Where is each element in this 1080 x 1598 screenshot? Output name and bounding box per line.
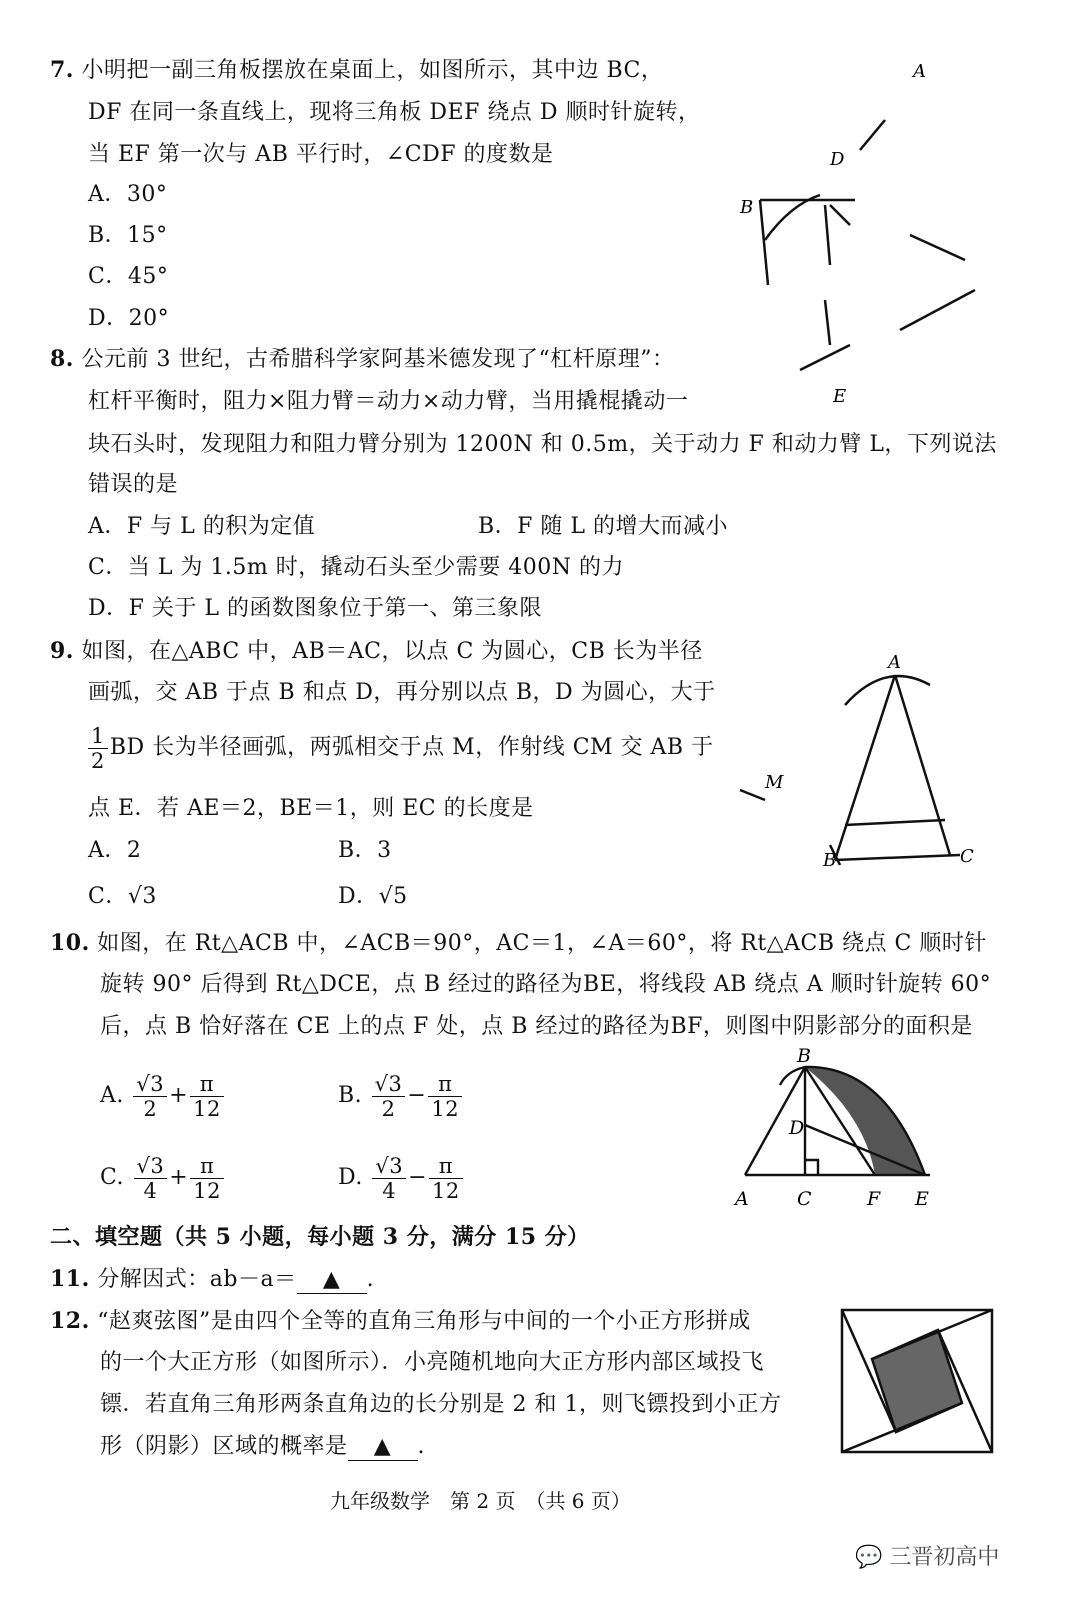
q8-line4: 错误的是 — [88, 472, 179, 497]
section-2-heading: 二、填空题（共 5 小题，每小题 3 分，满分 15 分） — [50, 1224, 590, 1250]
q10-opt-d-pd: 12 — [432, 1178, 460, 1203]
q10-opt-d-op: − — [408, 1165, 428, 1190]
q7-option-b: B．15° — [88, 223, 168, 248]
q10-opt-b-letter: B. — [338, 1083, 363, 1108]
q12-line2: 的一个大正方形（如图所示）．小亮随机地向大正方形内部区域投飞 — [100, 1350, 765, 1375]
watermark — [855, 1540, 999, 1571]
q10-opt-a-frac2 — [190, 1072, 224, 1121]
q11-line — [50, 1264, 374, 1295]
q9-option-d: D．√5 — [338, 884, 408, 909]
q8-number: 8. — [50, 346, 74, 372]
q9-line4: 点 E．若 AE＝2，BE＝1，则 EC 的长度是 — [88, 796, 534, 821]
q11-text: 分解因式：ab－a＝ — [97, 1267, 297, 1292]
q10-opt-b-frac2 — [428, 1072, 462, 1121]
q9-option-b: B．3 — [338, 838, 392, 863]
q10-opt-d-frac1 — [372, 1154, 406, 1203]
q10-opt-d-pn: π — [429, 1154, 463, 1179]
q10-opt-a-letter: A. — [100, 1083, 124, 1108]
q10-opt-d-den: 4 — [382, 1178, 397, 1203]
q10-opt-c-letter: C. — [100, 1165, 125, 1190]
q10-line1 — [50, 928, 987, 959]
q10-number: 10. — [50, 930, 90, 956]
q8-line2: 杠杆平衡时，阻力×阻力臂＝动力×动力臂，当用撬棍撬动一 — [88, 389, 689, 414]
q9-line3 — [86, 722, 714, 774]
q10-opt-c-den: 4 — [143, 1178, 158, 1203]
q12-text1: “赵爽弦图”是由四个全等的直角三角形与中间的一个小正方形拼成 — [97, 1309, 751, 1334]
q7-line1 — [50, 55, 663, 86]
q8-option-d: D．F 关于 L 的函数图象位于第一、第三象限 — [88, 596, 542, 621]
q9-fig-label-c: C — [960, 846, 974, 867]
q9-number: 9. — [50, 638, 74, 664]
q10-fig-label-e: E — [915, 1188, 929, 1210]
q9-frac-num: 1 — [88, 724, 108, 749]
q12-text4: 形（阴影）区域的概率是 — [100, 1434, 348, 1459]
q8-text1: 公元前 3 世纪，古希腊科学家阿基米德发现了“杠杆原理”： — [81, 347, 675, 372]
q9-fig-label-b: B — [823, 850, 837, 871]
q10-opt-a-pn: π — [190, 1072, 224, 1097]
q10-opt-a-den: 2 — [143, 1096, 158, 1121]
q9-line2: 画弧，交 AB 于点 B 和点 D，再分别以点 B，D 为圆心，大于 — [88, 680, 716, 705]
q10-opt-a-pd: 12 — [193, 1096, 221, 1121]
q10-fig-label-b: B — [797, 1045, 811, 1067]
q10-option-c — [100, 1150, 226, 1206]
q10-opt-b-frac1 — [372, 1072, 406, 1121]
q9-frac-den: 2 — [91, 748, 105, 773]
q10-opt-b-op: − — [407, 1083, 427, 1108]
watermark-text: 三晋初高中 — [889, 1545, 1000, 1570]
q7-figure — [730, 55, 1000, 415]
q7-fig-label-d: D — [830, 149, 845, 170]
q10-option-a — [100, 1068, 226, 1124]
q7-option-d: D．20° — [88, 306, 170, 331]
q7-text1: 小明把一副三角板摆放在桌面上，如图所示，其中边 BC， — [81, 58, 664, 83]
q10-opt-c-pn: π — [190, 1154, 224, 1179]
q8-option-c: C．当 L 为 1.5m 时，撬动石头至少需要 400N 的力 — [88, 555, 624, 580]
q7-fig-label-b: B — [740, 197, 754, 218]
q12-line1 — [50, 1306, 751, 1337]
wechat-icon: 💬 — [855, 1545, 883, 1570]
q12-zhaoshuang-figure — [838, 1306, 996, 1456]
q9-option-a: A．2 — [88, 838, 142, 863]
q9-option-c: C．√3 — [88, 884, 157, 909]
q11-number: 11. — [50, 1266, 90, 1292]
q10-fig-label-a: A — [735, 1188, 749, 1210]
q7-option-a: A．30° — [88, 182, 168, 207]
q8-line1 — [50, 344, 674, 375]
q8-option-b: B．F 随 L 的增大而减小 — [478, 514, 729, 539]
q9-fig-label-m: M — [765, 772, 784, 793]
q10-option-b — [338, 1068, 464, 1124]
q10-opt-a-frac1 — [133, 1072, 167, 1121]
q8-option-a: A．F 与 L 的积为定值 — [88, 514, 316, 539]
q11-end: . — [366, 1267, 375, 1292]
q10-opt-b-pd: 12 — [431, 1096, 460, 1121]
q10-opt-b-den: 2 — [381, 1096, 396, 1121]
q7-line3: 当 EF 第一次与 AB 平行时，∠CDF 的度数是 — [88, 142, 554, 167]
q10-fig-label-c: C — [797, 1188, 812, 1210]
q12-number: 12. — [50, 1308, 90, 1334]
q10-opt-a-op: + — [169, 1083, 189, 1108]
q11-answer-blank[interactable]: ▲ — [297, 1267, 367, 1294]
q10-option-d — [338, 1150, 465, 1206]
q12-line4 — [100, 1432, 425, 1462]
q7-line2: DF 在同一条直线上，现将三角板 DEF 绕点 D 顺时针旋转， — [88, 100, 701, 125]
q10-opt-c-pd: 12 — [193, 1178, 221, 1203]
q8-line3: 块石头时，发现阻力和阻力臂分别为 1200N 和 0.5m，关于动力 F 和动力臂 L，下列说法 — [88, 432, 997, 457]
q9-fraction-half — [88, 724, 108, 773]
q9-text1: 如图，在△ABC 中，AB＝AC，以点 C 为圆心，CB 长为半径 — [81, 639, 703, 664]
q10-opt-c-frac1 — [134, 1154, 168, 1203]
q7-fig-label-a: A — [913, 61, 926, 82]
q10-opt-c-num: √3 — [134, 1154, 168, 1179]
q10-opt-b-num: √3 — [372, 1072, 406, 1097]
q12-answer-blank[interactable]: ▲ — [348, 1434, 418, 1461]
q10-line3: 后，点 B 恰好落在 CE 上的点 F 处，点 B 经过的路径为BF，则图中阴影部分的面积是 — [100, 1014, 973, 1039]
q10-opt-b-pn: π — [428, 1072, 462, 1097]
q10-opt-d-letter: D. — [338, 1165, 363, 1190]
q10-opt-d-frac2 — [429, 1154, 463, 1203]
q10-line2: 旋转 90° 后得到 Rt△DCE，点 B 经过的路径为BE，将线段 AB 绕点 A 顺时针旋转 60° — [100, 972, 992, 997]
page-footer: 九年级数学 第 2 页 （共 6 页） — [330, 1489, 631, 1513]
q10-opt-c-frac2 — [190, 1154, 224, 1203]
q10-opt-a-num: √3 — [133, 1072, 167, 1097]
q10-opt-c-op: + — [169, 1165, 189, 1190]
q10-fig-label-f: F — [867, 1188, 881, 1210]
q7-option-c: C．45° — [88, 264, 169, 289]
q9-text3: BD 长为半径画弧，两弧相交于点 M，作射线 CM 交 AB 于 — [109, 735, 714, 760]
q9-line1 — [50, 636, 703, 667]
q7-fig-label-e: E — [833, 386, 847, 407]
q10-text1: 如图，在 Rt△ACB 中，∠ACB＝90°，AC＝1，∠A＝60°，将 Rt△ACB 绕点 C 顺时针 — [97, 931, 987, 956]
q10-fig-label-d: D — [789, 1117, 805, 1139]
q9-fig-label-a: A — [888, 652, 901, 673]
q9-figure — [735, 640, 995, 880]
q10-figure — [725, 1045, 955, 1220]
q12-line3: 镖．若直角三角形两条直角边的长分别是 2 和 1，则飞镖投到小正方 — [100, 1392, 782, 1417]
q7-number: 7. — [50, 57, 74, 83]
q10-opt-d-num: √3 — [372, 1154, 406, 1179]
q12-end: . — [417, 1434, 426, 1459]
